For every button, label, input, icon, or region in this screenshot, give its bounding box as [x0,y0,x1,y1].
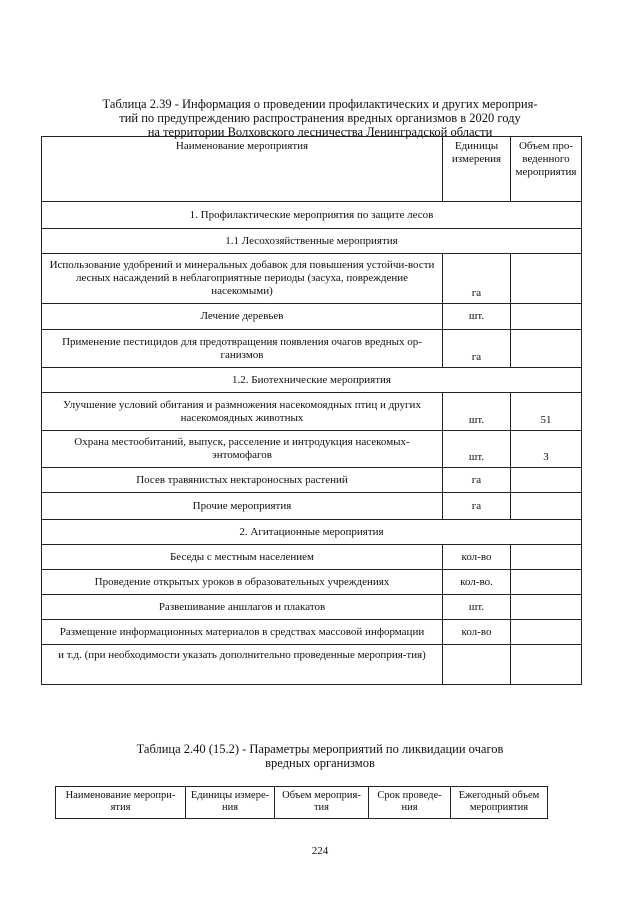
row-name: Прочие мероприятия [42,493,443,520]
table-row [42,254,582,304]
row-unit: кол-во [443,620,511,645]
row-name: Развешивание аншлагов и плакатов [42,595,443,620]
row-volume: 51 [511,393,582,431]
section-row [42,229,582,254]
row-unit: кол-во. [443,570,511,595]
header-volume: Объем мероприя-тия [275,787,369,819]
table-2-39 [41,136,582,685]
section-title: 1.2. Биотехнические мероприятия [42,368,582,393]
row-volume [511,595,582,620]
row-name: Проведение открытых уроков в образовательных учреждениях [42,570,443,595]
header-term: Срок проведе-ния [369,787,451,819]
header-unit: Единицы измере-ния [186,787,275,819]
row-name: Охрана местообитаний, выпуск, расселение и интродукция насекомых-энтомофагов [42,431,443,468]
row-unit: шт. [443,431,511,468]
section-row [42,520,582,545]
header-unit: Единицы измерения [443,137,511,202]
header-name: Наименование мероприятия [42,137,443,202]
table-row [42,570,582,595]
row-unit: га [443,493,511,520]
row-volume [511,645,582,685]
header-name: Наименование меропри-ятия [56,787,186,819]
row-unit: шт. [443,304,511,330]
row-name: Размещение информационных материалов в средствах массовой информации [42,620,443,645]
table-row [42,645,582,685]
page-number: 224 [311,845,329,857]
caption-line: на территории Волховского лесничества Ленинградской области [147,125,493,139]
row-unit: кол-во [443,545,511,570]
row-unit: шт. [443,595,511,620]
table-header-row [56,787,548,819]
row-volume [511,570,582,595]
caption-line: Таблица 2.39 - Информация о проведении профилактических и других мероприя- [102,97,538,111]
table-row [42,393,582,431]
table-caption-2-39 [0,97,640,139]
row-volume: 3 [511,431,582,468]
row-volume [511,620,582,645]
row-volume [511,330,582,368]
section-row [42,202,582,229]
row-name: Посев травянистых нектароносных растений [42,468,443,493]
table-2-40 [55,786,548,819]
caption-line: тий по предупреждению распространения вредных организмов в 2020 году [119,111,521,125]
section-row [42,368,582,393]
row-unit: га [443,468,511,493]
table-row [42,468,582,493]
header-volume: Объем про-веденного мероприятия [511,137,582,202]
row-name: Лечение деревьев [42,304,443,330]
caption-line: вредных организмов [265,756,375,770]
table-row [42,330,582,368]
row-name: Применение пестицидов для предотвращения появления очагов вредных ор-ганизмов [42,330,443,368]
caption-line: Таблица 2.40 (15.2) - Параметры мероприятий по ликвидации очагов [136,742,504,756]
row-volume [511,468,582,493]
row-volume [511,254,582,304]
table-header-row [42,137,582,202]
row-unit: шт. [443,393,511,431]
section-title: 1. Профилактические мероприятия по защите лесов [42,202,582,229]
row-name: Беседы с местным населением [42,545,443,570]
row-unit [443,645,511,685]
row-name: Использование удобрений и минеральных добавок для повышения устойчи-вости лесных насаждений в неблагоприятные периоды (засуха, повреждение насекомыми) [42,254,443,304]
section-title: 1.1 Лесохозяйственные мероприятия [42,229,582,254]
table-row [42,493,582,520]
table-row [42,620,582,645]
row-volume [511,545,582,570]
row-volume [511,493,582,520]
row-volume [511,304,582,330]
table-row [42,595,582,620]
table-caption-2-40 [0,742,640,770]
section-title: 2. Агитационные мероприятия [42,520,582,545]
header-annual-volume: Ежегодный объем мероприятия [451,787,548,819]
table-row [42,545,582,570]
table-row [42,431,582,468]
row-name: Улучшение условий обитания и размножения насекомоядных птиц и других насекомоядных животных [42,393,443,431]
table-row [42,304,582,330]
row-unit: га [443,330,511,368]
row-name: и т.д. (при необходимости указать дополнительно проведенные мероприя-тия) [42,645,443,685]
row-unit: га [443,254,511,304]
